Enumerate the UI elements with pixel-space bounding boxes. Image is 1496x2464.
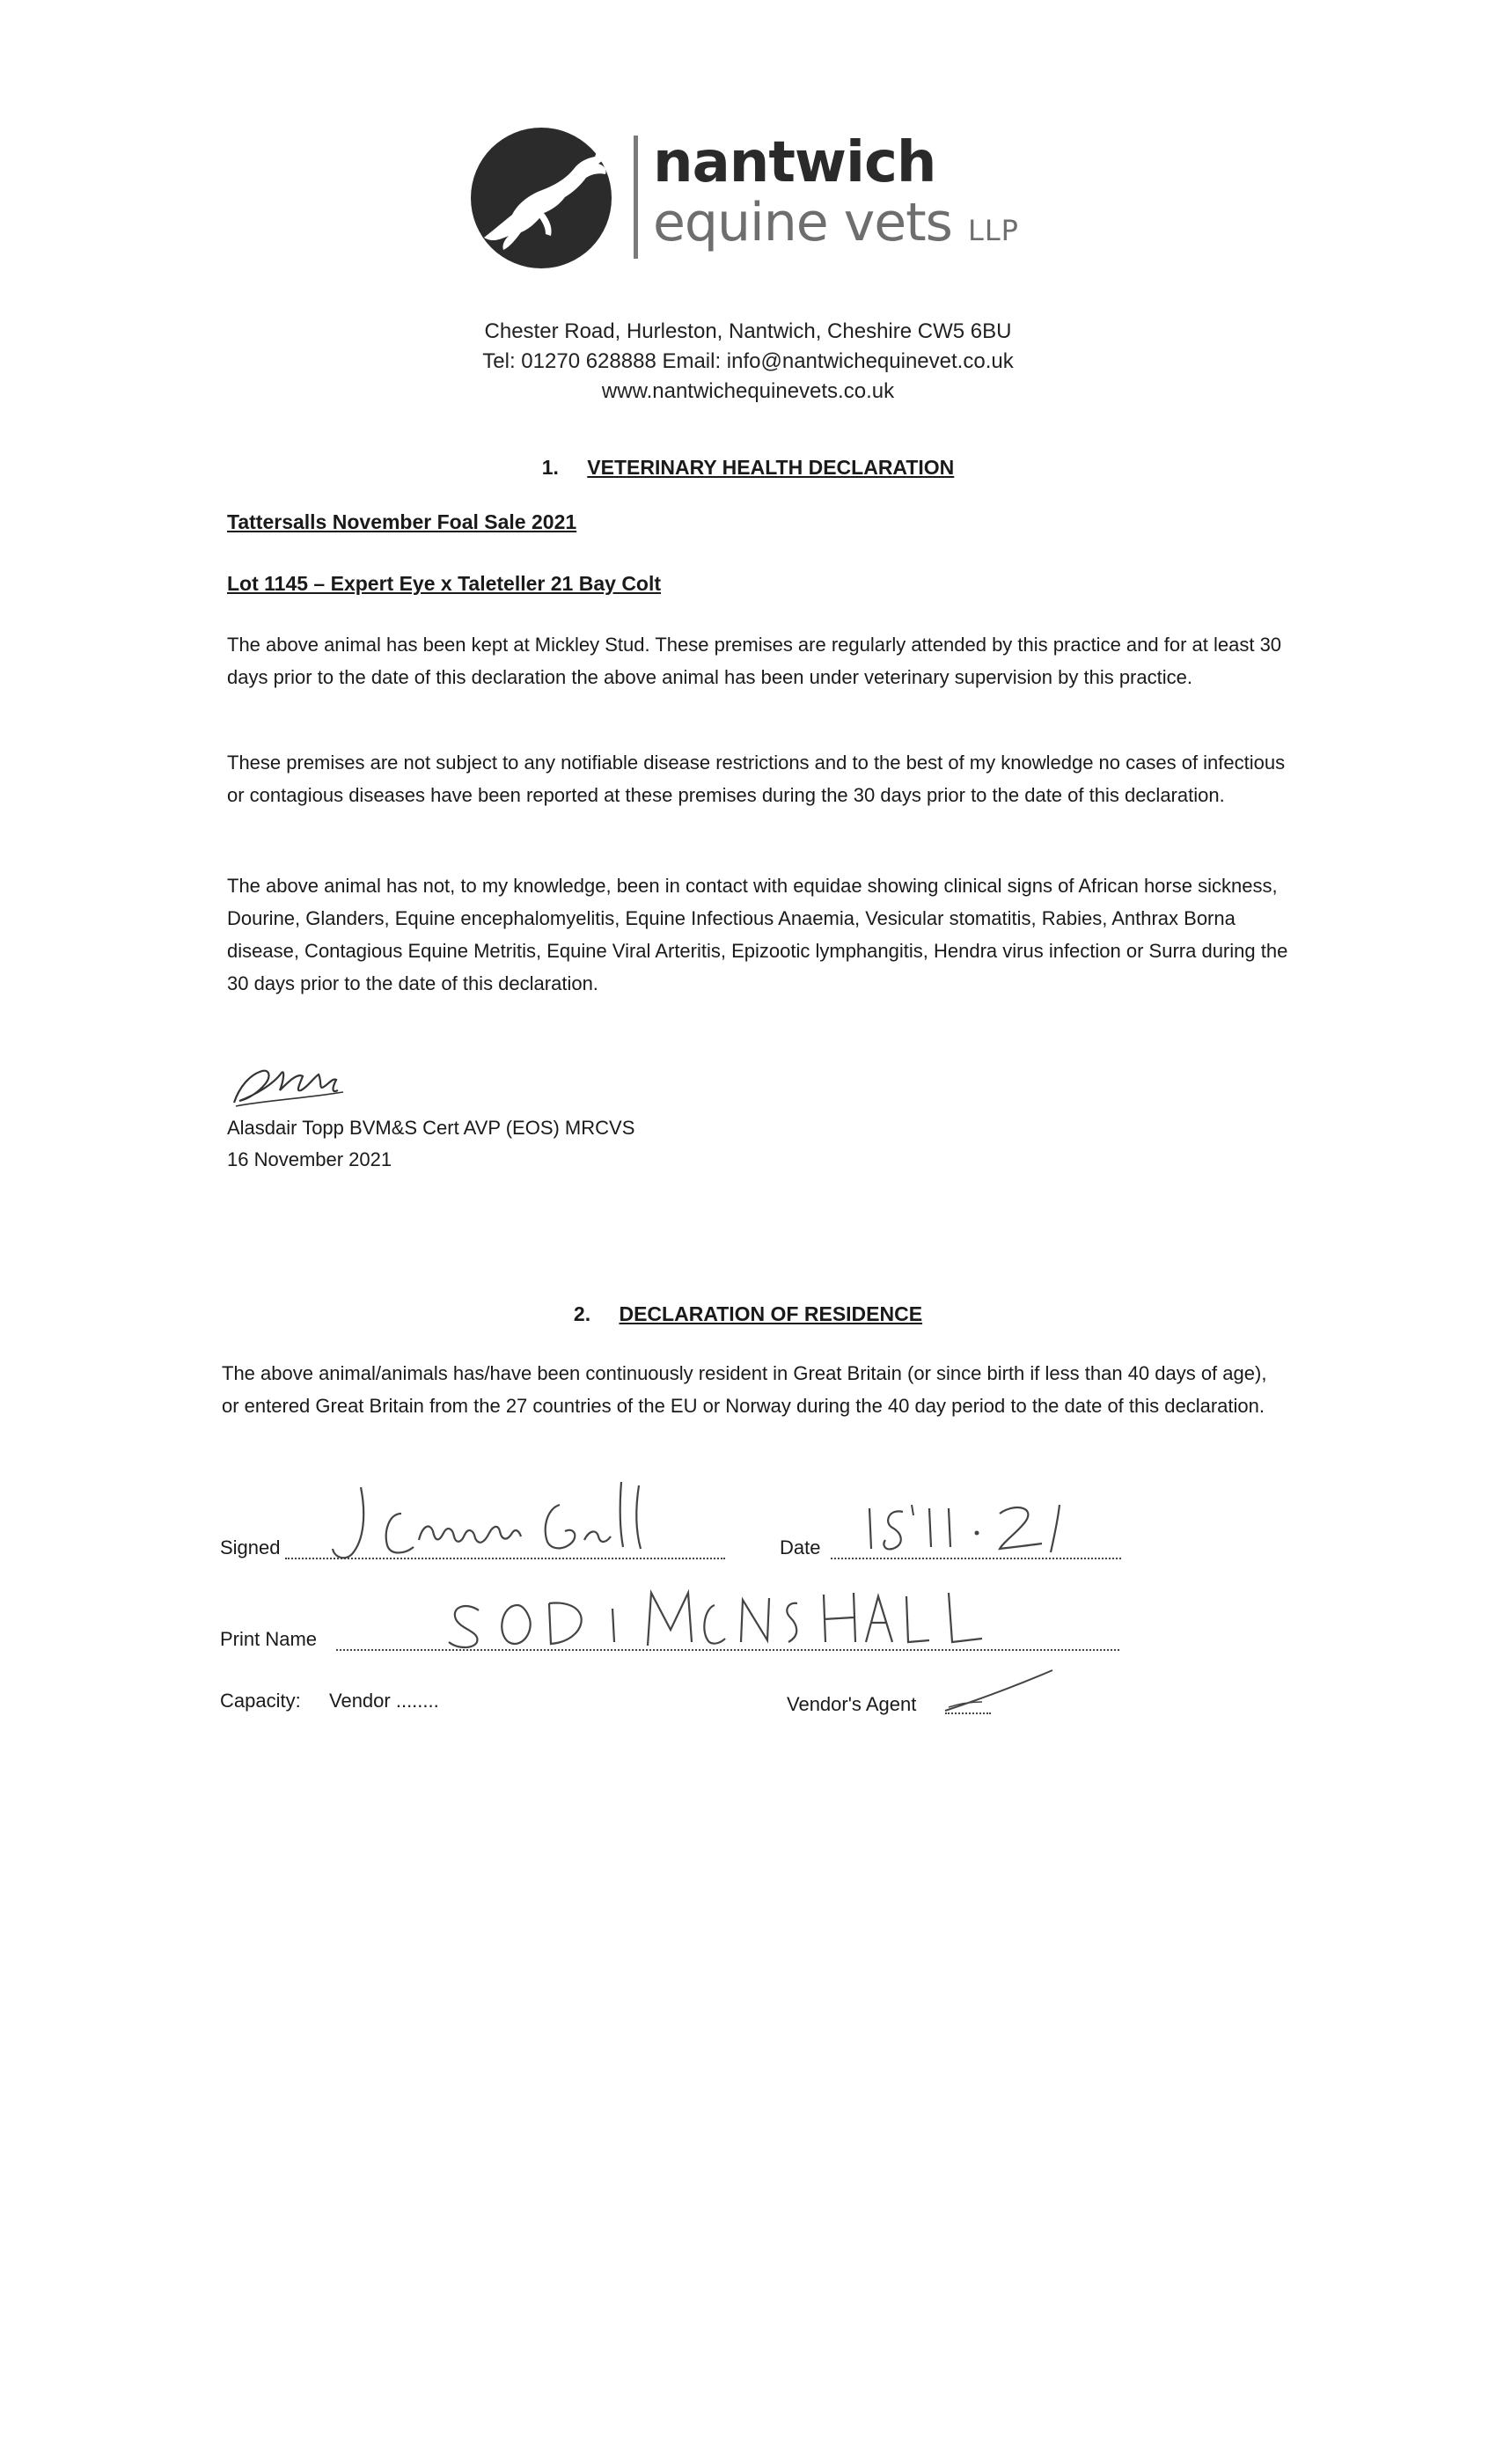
section-1-number: 1. [541, 456, 559, 479]
vet-signature [227, 1052, 368, 1113]
paragraph-premises: The above animal has been kept at Mickley Stud. These premises are regularly attended by this practice and for at least 30 days prior to the date of this declaration the above animal has been under veterinary supervision by this practice. [227, 634, 1282, 688]
vendor-signature [326, 1478, 704, 1566]
section-2-title [0, 1301, 1496, 1327]
sale-heading: Tattersalls November Foal Sale 2021 [227, 510, 577, 533]
vendor-option[interactable]: Vendor ........ [329, 1690, 439, 1712]
logo-divider [634, 136, 638, 259]
handwritten-date [862, 1496, 1091, 1558]
section-2-heading: DECLARATION OF RESIDENCE [619, 1302, 923, 1325]
company-logo [458, 123, 1038, 273]
address-line-3: www.nantwichequinevets.co.uk [601, 379, 895, 403]
paragraph-restrictions: These premises are not subject to any notifiable disease restrictions and to the best of my knowledge no cases of infectious or contagious diseases have been reported at these premises during the 30 days prior to the date of this declaration. [227, 752, 1286, 806]
signatory-name: Alasdair Topp BVM&S Cert AVP (EOS) MRCVS [227, 1117, 635, 1139]
logo-suffix: LLP [968, 214, 1019, 247]
vendors-agent-label: Vendor's Agent [787, 1693, 917, 1715]
date-label: Date [780, 1536, 821, 1558]
declaration-date: 16 November 2021 [227, 1148, 392, 1170]
logo-name: nantwich [653, 130, 936, 195]
paragraph-residence: The above animal/animals has/have been continuously resident in Great Britain (or since birth if less than 40 days of age), or entered Great Britain from the 27 countries of the EU or Norway during the 40 day period to the date of this declaration. [222, 1362, 1267, 1417]
handwritten-print-name [440, 1584, 1003, 1654]
logo-subtitle-text: equine vets [653, 192, 952, 253]
date-line[interactable] [831, 1558, 1121, 1559]
signed-label: Signed [220, 1536, 281, 1558]
jumping-horse-logo-icon [458, 123, 634, 273]
section-1-title [0, 454, 1496, 480]
address-line-1: Chester Road, Hurleston, Nantwich, Cheshire CW5 6BU [484, 319, 1012, 343]
logo-subtitle [653, 192, 1019, 261]
address-line-2: Tel: 01270 628888 Email: info@nantwichequinevet.co.uk [482, 349, 1014, 373]
lot-heading: Lot 1145 – Expert Eye x Taleteller 21 Bay Colt [227, 572, 662, 595]
section-2-number: 2. [573, 1302, 591, 1325]
section-1-heading: VETERINARY HEALTH DECLARATION [587, 456, 955, 479]
print-name-label: Print Name [220, 1628, 318, 1650]
vendors-agent-strike-mark [942, 1663, 1056, 1716]
paragraph-contact: The above animal has not, to my knowledge, been in contact with equidae showing clinical signs of African horse sickness, Dourine, Glanders, Equine encephalomyelitis, Equine Infectious Anaemia, Vesicular stomatitis, Rabies, Anthrax Borna disease, Contagious Equine Metritis, Equine Viral Arteritis, Epizootic lymphangitis, Hendra virus infection or Surra during the 30 days prior to the date of this declaration. [227, 875, 1288, 994]
capacity-label: Capacity: [220, 1690, 301, 1712]
